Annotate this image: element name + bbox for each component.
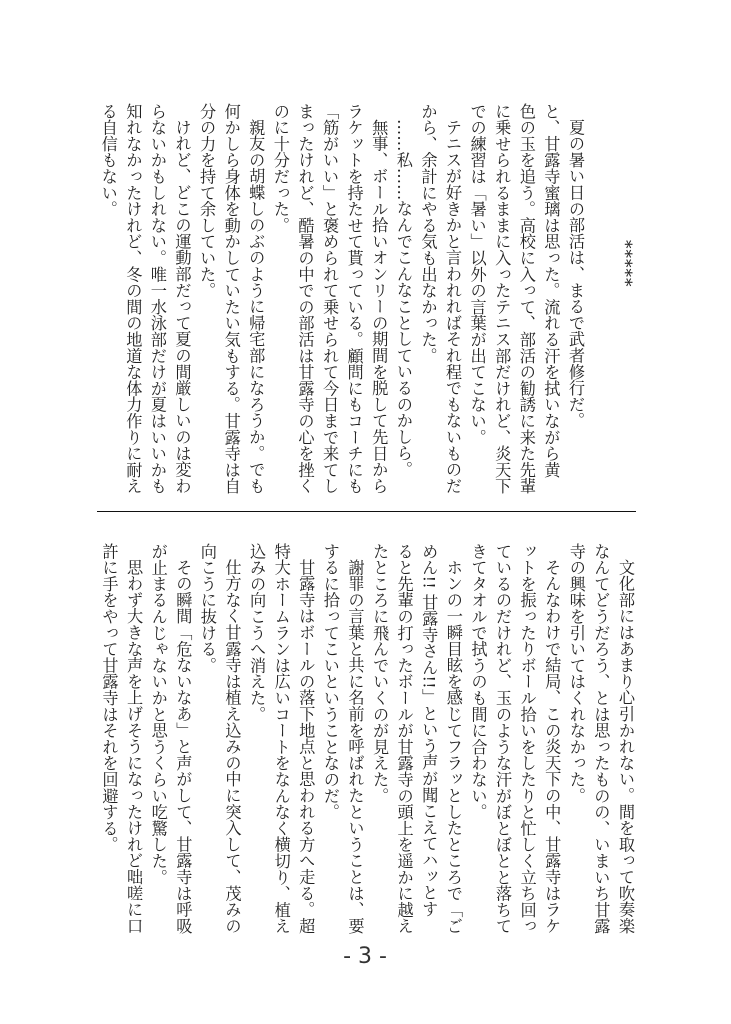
- bottom-text-block: [96, 543, 637, 943]
- text-column: その瞬間「危ないなあ」と声がして、甘露寺は呼吸: [173, 559, 193, 934]
- text-column: ると先輩の打ったボールが甘露寺の頭上を遥かに越え: [394, 543, 414, 935]
- page-divider: [97, 511, 636, 512]
- text-column: きてタオルで拭うのも間に合わない。: [468, 543, 488, 821]
- top-text-block: [95, 103, 587, 503]
- text-column: が止まるんじゃないかと思うくらい吃驚した。: [148, 543, 168, 886]
- text-column: 特大ホームランは広いコートをなんなく横切り、植え: [271, 543, 291, 935]
- text-column: けれど、どこの運動部だって夏の間厳しいのは変わ: [172, 119, 192, 494]
- text-column: から、余計にやる気も出なかった。: [418, 103, 438, 364]
- text-column: 思わず大きな声を上げそうになったけれど咄嗟に口: [124, 559, 144, 934]
- text-column: 仕方なく甘露寺は植え込みの中に突入して、茂みの: [222, 559, 242, 934]
- text-column: 知れなかったけれど、冬の間の地道な体力作りに耐え: [123, 103, 143, 495]
- text-column: らないかもしれない。唯一水泳部だけが夏はいいかも: [147, 103, 167, 495]
- text-column: するに拾ってこいということなのだ。: [320, 543, 340, 821]
- text-column: 文化部にはあまり心引かれない。間を取って吹奏楽: [616, 559, 635, 934]
- text-column: る自信もない。: [98, 103, 118, 218]
- text-column: のに十分だった。: [270, 103, 290, 234]
- text-column: に乗せられるままに入ったテニス部だけれど、炎天下: [492, 103, 512, 495]
- text-column: 寺の興味を引いてはくれなかった。: [566, 543, 586, 804]
- text-column: たところに飛んでいくのが見えた。: [370, 543, 390, 804]
- text-column: 親友の胡蝶しのぶのように帰宅部になろうか。でも: [246, 119, 266, 494]
- text-column: 夏の暑い日の部活は、まるで武者修行だ。: [566, 119, 585, 429]
- text-column: 色の玉を追う。高校に入って、部活の勧誘に来た先輩: [516, 103, 536, 495]
- text-column: ホンの一瞬目眩を感じてフラッとしたところで「ご: [443, 559, 463, 934]
- text-column: まったけれど、酷暑の中での部活は甘露寺の心を挫く: [295, 103, 315, 495]
- text-column: と、甘露寺蜜璃は思った。流れる汗を拭いながら黄: [541, 103, 561, 478]
- text-column: での練習は「暑い」以外の言葉が出てこない。: [467, 103, 487, 446]
- text-column: ているのだけれど、玉のような汗がぼとぼとと落ちて: [493, 543, 513, 935]
- text-column: 無事、ボール拾いオンリーの期間を脱して先日から: [369, 119, 389, 494]
- text-column: めん!! 甘露寺さん!!」という声が聞こえてハッとす: [419, 543, 439, 917]
- text-column: 分の力を持て余していた。: [197, 103, 217, 299]
- text-column: 許に手をやって甘露寺はそれを回避する。: [99, 543, 119, 853]
- text-column: 「筋がいい」と褒められて乗せられて今日まで来てし: [320, 103, 340, 495]
- section-break: *****: [615, 240, 635, 288]
- text-column: ……私……なんでこんなことしているのかしら。: [393, 119, 413, 478]
- text-column: 謝罪の言葉と共に名前を呼ばれたということは、要: [345, 559, 365, 934]
- text-column: なんてどうだろう、とは思ったものの、いまいち甘露: [591, 543, 611, 935]
- text-column: 甘露寺はボールの落下地点と思われる方へ走る。超: [296, 559, 316, 934]
- text-column: 何かしら身体を動かしていたい気もする。甘露寺は自: [221, 103, 241, 495]
- page-number: - 3 -: [343, 944, 387, 969]
- text-column: ットを振ったりボール拾いをしたりと忙しく立ち回っ: [517, 543, 537, 935]
- text-column: そんなわけで結局、この炎天下の中、甘露寺はラケ: [542, 559, 562, 934]
- text-column: 込みの向こうへ消えた。: [247, 543, 267, 723]
- text-column: 向こうに抜ける。: [197, 543, 217, 674]
- text-column: ラケットを持たせて貰っている。顧問にもコーチにも: [344, 103, 364, 495]
- text-column: テニスが好きかと言われればそれ程でもないものだ: [443, 119, 463, 494]
